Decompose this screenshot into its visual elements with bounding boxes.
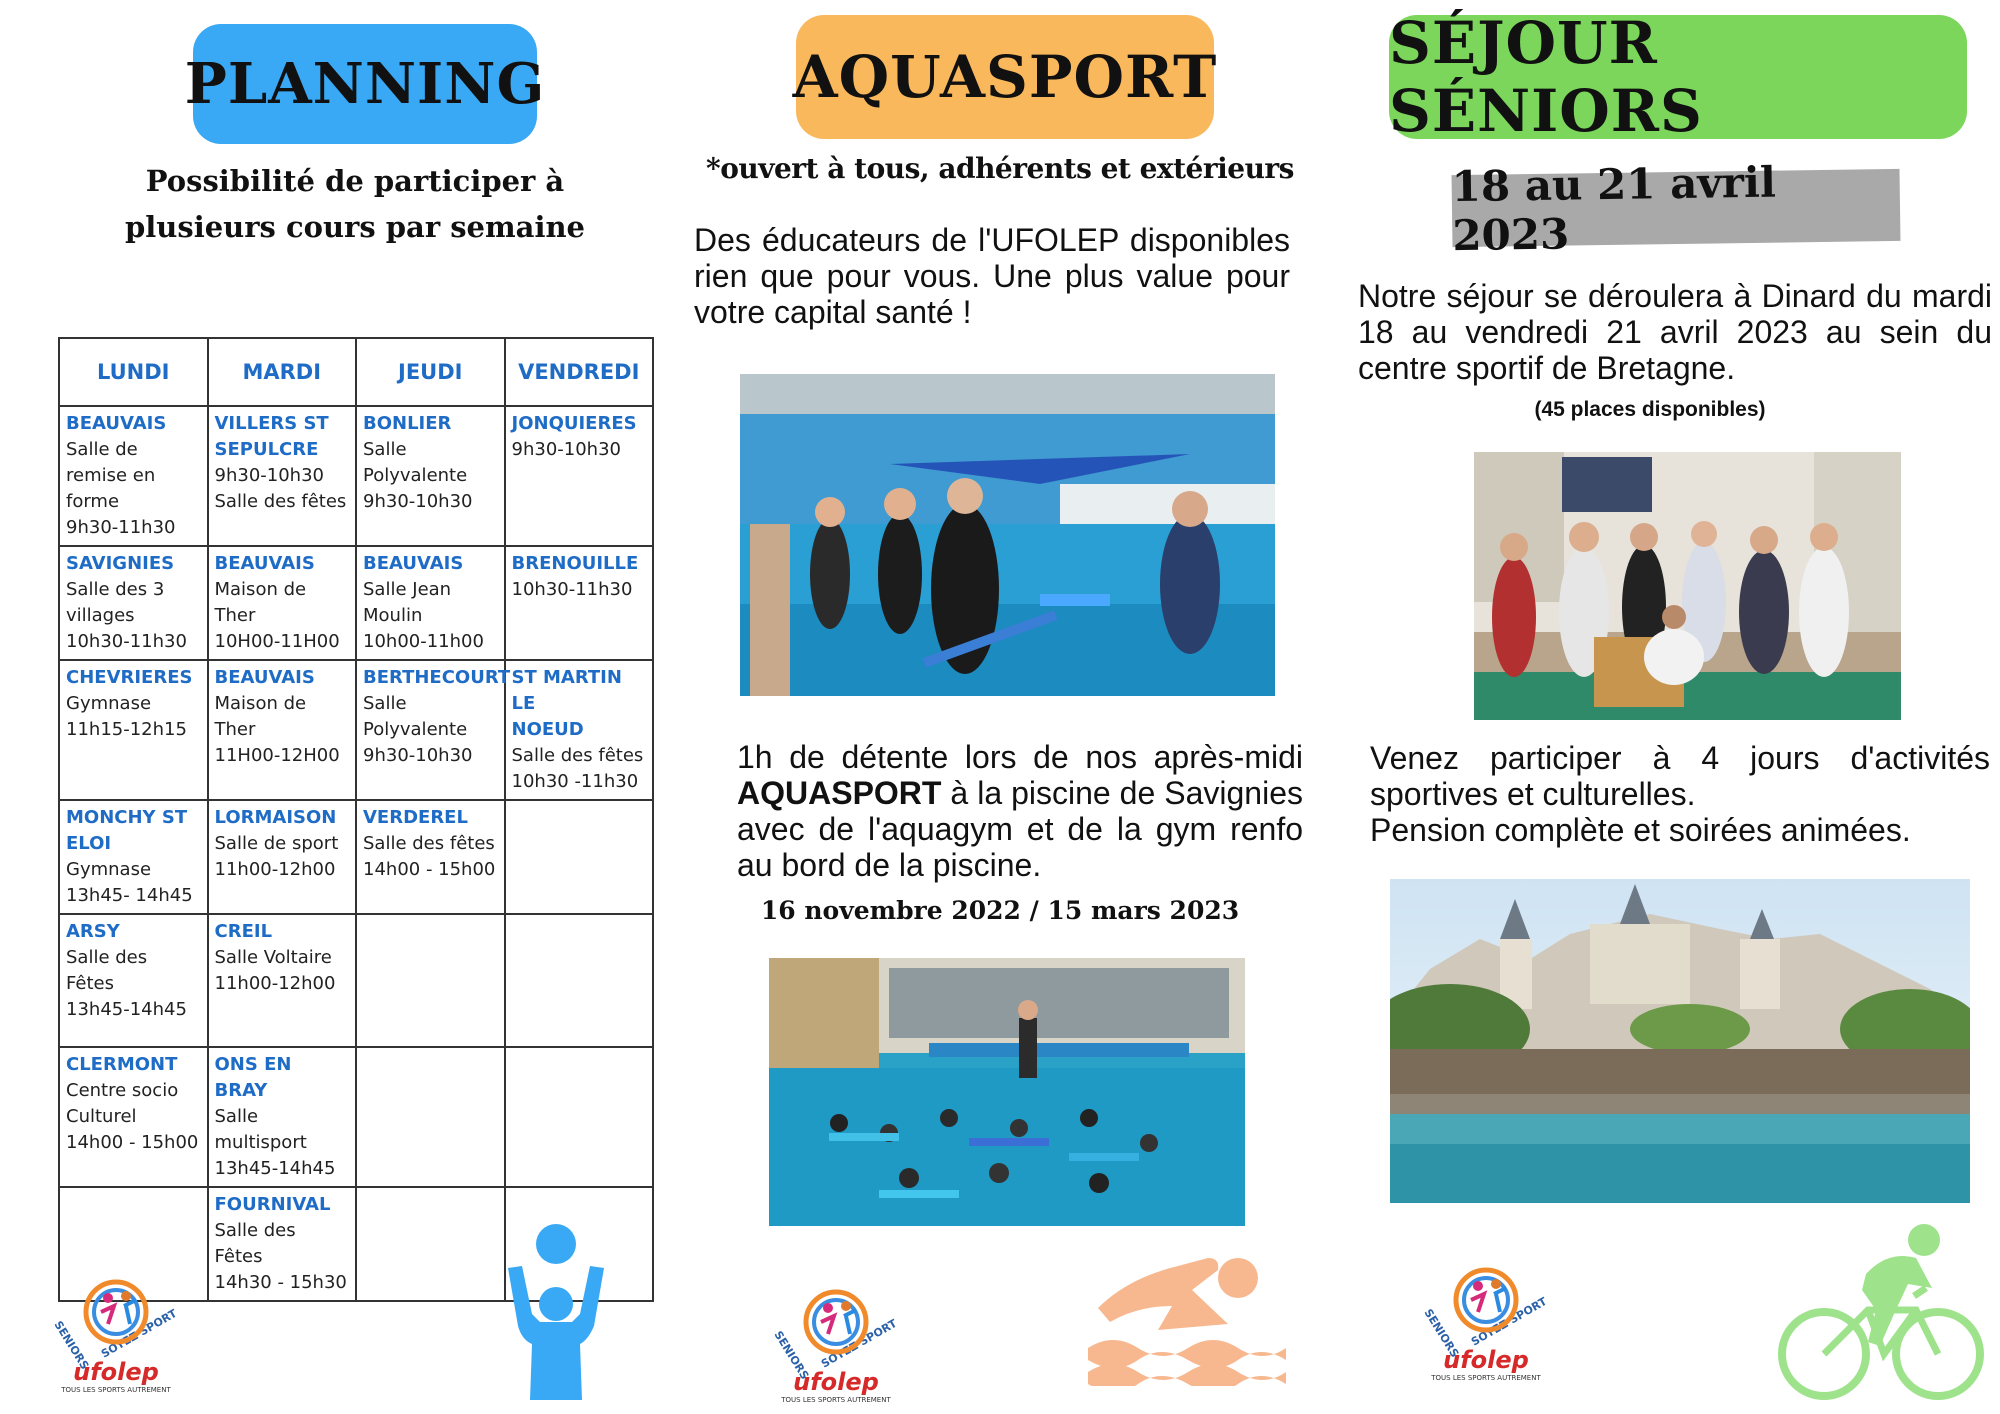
schedule-cell (59, 406, 208, 546)
schedule-row (59, 1047, 653, 1187)
ufolep-brand-text-1: ufolep (73, 1358, 159, 1386)
schedule-cell (208, 406, 357, 546)
indoor-pool-photo-1 (740, 374, 1275, 696)
schedule-cell-details: Salle multisport 13h45-14h45 (214, 1106, 336, 1179)
schedule-cell-details: Salle Voltaire 11h00-12h00 (214, 947, 336, 994)
schedule-cell-location: BEAUVAIS (214, 667, 315, 688)
schedule-cell (505, 1047, 654, 1187)
planning-subtitle-line2: plusieurs cours par semaine (125, 210, 585, 244)
schedule-cell-details: Salle de sport 11h00-12h00 (214, 833, 339, 880)
schedule-cell (356, 914, 505, 1047)
schedule-cell-location: ST MARTIN LE NOEUD (511, 667, 622, 740)
cyclist-icon (1776, 1218, 1986, 1404)
schedule-cell (505, 914, 654, 1047)
schedule-cell-details: Salle des fêtes 14h00 - 15h00 (363, 833, 496, 880)
schedule-cell-details: Maison de Ther 11H00-12H00 (214, 693, 340, 766)
schedule-cell (208, 546, 357, 660)
planning-title: PLANNING (193, 24, 537, 144)
schedule-cell-details: 9h30-10h30 (511, 439, 621, 460)
schedule-cell-location: ARSY (66, 921, 120, 942)
schedule-cell-details: Gymnase 13h45- 14h45 (66, 859, 193, 906)
aquasport-title: AQUASPORT (796, 15, 1214, 139)
aquasport-description-bold: AQUASPORT (737, 775, 942, 811)
svg-text:SOYEZ SPORT: SOYEZ SPORT (819, 1316, 900, 1371)
header-mardi: MARDI (208, 338, 357, 406)
schedule-cell-location: CREIL (214, 921, 273, 942)
schedule-cell-location: JONQUIERES (511, 413, 637, 434)
schedule-cell-location: BONLIER (363, 413, 452, 434)
schedule-cell-location: ONS EN BRAY (214, 1054, 292, 1101)
sejour-dates-band (1451, 157, 1901, 261)
aquasport-description-end: à la piscine de Savignies avec de l'aquagym et de la gym renfo au bord de la piscine. (737, 775, 1303, 883)
schedule-cell (208, 914, 357, 1047)
dinard-coast-photo (1390, 879, 1970, 1203)
svg-text:SENIORS: SENIORS (1421, 1306, 1462, 1360)
schedule-cell-details: Salle des Fêtes 14h30 - 15h30 (214, 1220, 347, 1293)
schedule-cell-details: Gymnase 11h15-12h15 (66, 693, 187, 740)
ufolep-tagline-1: TOUS LES SPORTS AUTREMENT (61, 1386, 171, 1394)
schedule-cell-location: MONCHY ST ELOI (66, 807, 188, 854)
schedule-cell-location: FOURNIVAL (214, 1194, 331, 1215)
schedule-cell (59, 1047, 208, 1187)
schedule-cell (59, 914, 208, 1047)
sejour-title: SÉJOUR SÉNIORS (1389, 15, 1967, 139)
schedule-cell (505, 800, 654, 914)
sejour-activities-line1: Venez participer à 4 jours d'activités (1370, 740, 1990, 776)
schedule-cell-details: 10h30-11h30 (511, 579, 633, 600)
sejour-activities-line2: sportives et culturelles. (1370, 776, 1696, 812)
schedule-cell-location: BEAUVAIS (66, 413, 167, 434)
ufolep-brand-text-2: ufolep (793, 1368, 879, 1396)
sejour-intro-text: Notre séjour se déroulera à Dinard du mardi 18 au vendredi 21 avril 2023 au sein du centre sportif de Bretagne. (1358, 278, 1992, 386)
header-lundi: LUNDI (59, 338, 208, 406)
aquasport-intro-text: Des éducateurs de l'UFOLEP disponibles rien que pour vous. Une plus value pour votre capital santé ! (694, 222, 1290, 330)
schedule-cell (356, 1047, 505, 1187)
schedule-cell-details: Maison de Ther 10H00-11H00 (214, 579, 340, 652)
schedule-cell-details: Salle de remise en forme 9h30-11h30 (66, 439, 176, 538)
ufolep-tagline-3: TOUS LES SPORTS AUTREMENT (1431, 1374, 1541, 1382)
schedule-cell (356, 546, 505, 660)
header-vendredi: VENDREDI (505, 338, 654, 406)
ufolep-brand-text-3: ufolep (1443, 1346, 1529, 1374)
planning-subtitle (90, 158, 620, 250)
sejour-activities-text (1370, 740, 1990, 848)
sejour-activities-line3: Pension complète et soirées animées. (1370, 812, 1911, 848)
schedule-cell-location: SAVIGNIES (66, 553, 175, 574)
schedule-cell-location: VERDEREL (363, 807, 468, 828)
schedule-cell-location: VILLERS ST SEPULCRE (214, 413, 329, 460)
schedule-cell-details: Salle des Fêtes 13h45-14h45 (66, 947, 187, 1020)
sejour-places-available: (45 places disponibles) (1534, 398, 1766, 421)
schedule-cell-location: BERTHECOURT (363, 667, 511, 688)
schedule-cell-location: LORMAISON (214, 807, 337, 828)
schedule-cell-details: Salle des fêtes 10h30 -11h30 (511, 745, 644, 792)
ufolep-logo-1 (46, 1262, 186, 1402)
svg-text:SENIORS: SENIORS (51, 1318, 92, 1372)
schedule-row (59, 800, 653, 914)
schedule-row (59, 914, 653, 1047)
schedule-cell (59, 660, 208, 800)
schedule-cell (505, 546, 654, 660)
schedule-cell (356, 800, 505, 914)
schedule-cell-details: Salle des 3 villages 10h30-11h30 (66, 579, 187, 652)
schedule-cell-details: Centre socio Culturel 14h00 - 15h00 (66, 1080, 199, 1153)
schedule-table (58, 337, 654, 1302)
ufolep-logo-2 (766, 1272, 906, 1412)
svg-text:SOYEZ SPORT: SOYEZ SPORT (99, 1306, 180, 1361)
schedule-row (59, 406, 653, 546)
schedule-cell-location: CHEVRIERES (66, 667, 193, 688)
schedule-cell-details: 9h30-10h30 Salle des fêtes (214, 465, 347, 512)
schedule-cell-details: Salle Jean Moulin 10h00-11h00 (363, 579, 484, 652)
swimmer-icon (1088, 1248, 1286, 1386)
schedule-cell (59, 800, 208, 914)
schedule-row (59, 660, 653, 800)
schedule-cell-location: BEAUVAIS (363, 553, 464, 574)
schedule-cell (356, 1187, 505, 1301)
schedule-cell (356, 660, 511, 800)
aquasport-description-text (737, 739, 1303, 883)
sejour-dates: 18 au 21 avril 2023 (1451, 157, 1777, 261)
header-jeudi: JEUDI (356, 338, 505, 406)
schedule-cell (208, 1047, 357, 1187)
schedule-cell-location: CLERMONT (66, 1054, 178, 1075)
schedule-cell (208, 1187, 357, 1301)
planning-subtitle-line1: Possibilité de participer à (145, 164, 565, 198)
schedule-row (59, 546, 653, 660)
ufolep-tagline-2: TOUS LES SPORTS AUTREMENT (781, 1396, 891, 1404)
seniors-group-photo (1474, 452, 1901, 720)
aquasport-session-dates: 16 novembre 2022 / 15 mars 2023 (760, 896, 1240, 925)
volleyball-player-icon (490, 1222, 620, 1400)
schedule-cell (505, 660, 654, 800)
schedule-cell-details: Salle Polyvalente 9h30-10h30 (363, 439, 473, 512)
schedule-cell-location: BRENOUILLE (511, 553, 639, 574)
schedule-cell (356, 406, 505, 546)
schedule-cell (59, 546, 208, 660)
schedule-cell (208, 800, 357, 914)
svg-text:SENIORS: SENIORS (771, 1328, 812, 1382)
schedule-cell-location: BEAUVAIS (214, 553, 315, 574)
aquasport-description-start: 1h de détente lors de nos après-midi (737, 739, 1303, 775)
ufolep-logo-3 (1416, 1250, 1556, 1390)
aquasport-note: *ouvert à tous, adhérents et extérieurs (706, 152, 1294, 185)
schedule-cell (505, 406, 654, 546)
schedule-cell-details: Salle Polyvalente 9h30-10h30 (363, 693, 473, 766)
schedule-cell (208, 660, 357, 800)
indoor-pool-photo-2 (769, 958, 1245, 1226)
schedule-header-row (59, 338, 653, 406)
svg-text:SOYEZ SPORT: SOYEZ SPORT (1469, 1294, 1550, 1349)
